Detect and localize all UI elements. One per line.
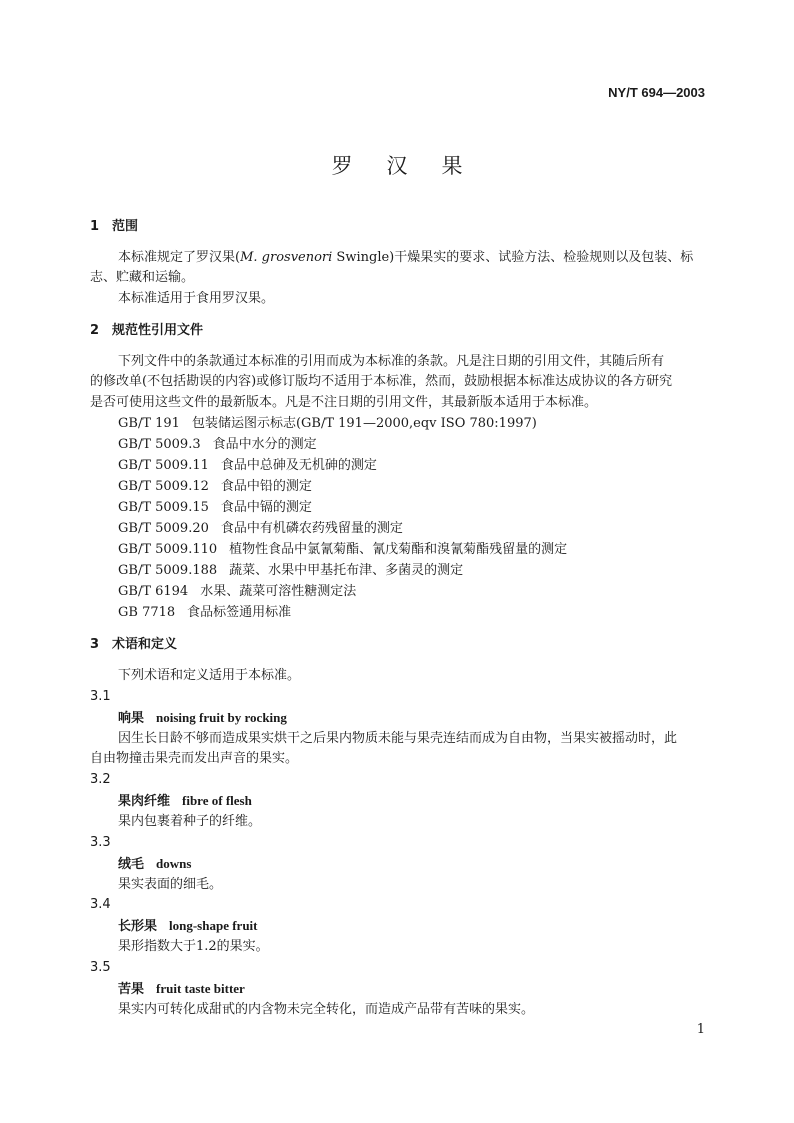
term-en: fibre of flesh <box>182 793 252 808</box>
clause-number: 3.4 <box>90 897 111 912</box>
term-definition: 因生长日龄不够而造成果实烘干之后果内物质未能与果壳连结而成为自由物，当果实被摇动时，此 <box>118 731 678 746</box>
section-1-heading <box>90 218 138 236</box>
term-entry <box>118 980 245 999</box>
term-definition: 果形指数大于1.2的果实。 <box>118 939 269 954</box>
reference-item <box>118 520 403 538</box>
reference-code: GB/T 5009.15 <box>118 500 209 515</box>
reference-code: GB/T 5009.11 <box>118 458 209 473</box>
reference-item <box>118 583 356 601</box>
reference-code: GB/T 5009.188 <box>118 563 218 578</box>
term-definition: 果实内可转化成甜甙的内含物未完全转化，而造成产品带有苦味的果实。 <box>118 1002 535 1017</box>
reference-code: GB/T 191 <box>118 416 180 431</box>
reference-title: 包装储运图示标志(GB/T 191—2000,eqv ISO 780:1997) <box>191 416 537 431</box>
reference-title: 食品中总砷及无机砷的测定 <box>220 458 377 473</box>
reference-code: GB 7718 <box>118 605 176 620</box>
term-entry <box>118 917 258 936</box>
reference-title: 水果、蔬菜可溶性糖测定法 <box>200 584 357 599</box>
term-zh: 响果 <box>118 711 145 726</box>
term-entry <box>118 709 287 728</box>
reference-code: GB/T 5009.12 <box>118 479 209 494</box>
reference-item <box>118 499 312 517</box>
reference-item <box>118 478 312 496</box>
term-entry <box>118 855 191 874</box>
scope-paragraph-line-1 <box>118 249 693 267</box>
reference-title: 食品中镉的测定 <box>220 500 312 515</box>
references-intro-line-1: 下列文件中的条款通过本标准的引用而成为本标准的条款。凡是注日期的引用文件，其随后所有 <box>118 354 665 369</box>
clause-number: 3.3 <box>90 835 111 850</box>
reference-item <box>118 415 537 433</box>
term-definition: 果实表面的细毛。 <box>118 877 223 892</box>
term-zh: 苦果 <box>118 982 145 997</box>
term-entry <box>118 792 252 811</box>
term-en: long-shape fruit <box>169 918 258 933</box>
scope-text: Swingle)干燥果实的要求、试验方法、检验规则以及包装、标 <box>332 250 694 265</box>
section-number: 3 <box>90 637 100 652</box>
reference-code: GB/T 5009.20 <box>118 521 209 536</box>
section-2-heading <box>90 322 203 340</box>
term-en: fruit taste bitter <box>156 981 245 996</box>
clause-number: 3.5 <box>90 960 111 975</box>
scope-applicability: 本标准适用于食用罗汉果。 <box>118 291 275 306</box>
term-zh: 绒毛 <box>118 857 145 872</box>
section-title: 术语和定义 <box>112 637 178 652</box>
reference-title: 食品中有机磷农药残留量的测定 <box>220 521 403 536</box>
reference-title: 食品标签通用标准 <box>187 605 292 620</box>
section-number: 1 <box>90 219 100 234</box>
reference-title: 蔬菜、水果中甲基托布津、多菌灵的测定 <box>229 563 464 578</box>
latin-name: M. grosvenori <box>240 250 333 265</box>
clause-number: 3.2 <box>90 772 111 787</box>
term-en: noising fruit by rocking <box>156 710 287 725</box>
reference-title: 食品中水分的测定 <box>212 437 317 452</box>
references-intro-line-2: 的修改单(不包括勘误的内容)或修订版均不适用于本标准，然而，鼓励根据本标准达成协议的各方研究 <box>90 374 673 389</box>
clause-number: 3.1 <box>90 689 111 704</box>
reference-item <box>118 562 463 580</box>
standard-number: NY/T 694—2003 <box>608 85 705 100</box>
reference-title: 植物性食品中氯氰菊酯、氰戊菊酯和溴氰菊酯残留量的测定 <box>229 542 568 557</box>
section-title: 规范性引用文件 <box>112 323 204 338</box>
reference-item <box>118 541 567 559</box>
reference-title: 食品中铅的测定 <box>220 479 312 494</box>
section-3-heading <box>90 636 177 654</box>
terms-intro: 下列术语和定义适用于本标准。 <box>118 668 301 683</box>
references-intro-line-3: 是否可使用这些文件的最新版本。凡是不注日期的引用文件，其最新版本适用于本标准。 <box>90 395 598 410</box>
reference-item <box>118 436 317 454</box>
reference-code: GB/T 5009.110 <box>118 542 218 557</box>
term-definition: 果内包裹着种子的纤维。 <box>118 814 262 829</box>
scope-text: 本标准规定了罗汉果( <box>118 250 241 265</box>
reference-code: GB/T 6194 <box>118 584 189 599</box>
reference-item <box>118 604 291 622</box>
term-zh: 果肉纤维 <box>118 794 171 809</box>
reference-item <box>118 457 377 475</box>
document-title: 罗汉果 <box>331 154 497 178</box>
term-zh: 长形果 <box>118 919 158 934</box>
scope-paragraph-line-2: 志、贮藏和运输。 <box>90 270 195 285</box>
section-title: 范围 <box>112 219 139 234</box>
section-number: 2 <box>90 323 100 338</box>
term-definition-cont: 自由物撞击果壳而发出声音的果实。 <box>90 751 299 766</box>
reference-code: GB/T 5009.3 <box>118 437 201 452</box>
page-number: 1 <box>696 1022 705 1037</box>
term-en: downs <box>156 856 192 871</box>
